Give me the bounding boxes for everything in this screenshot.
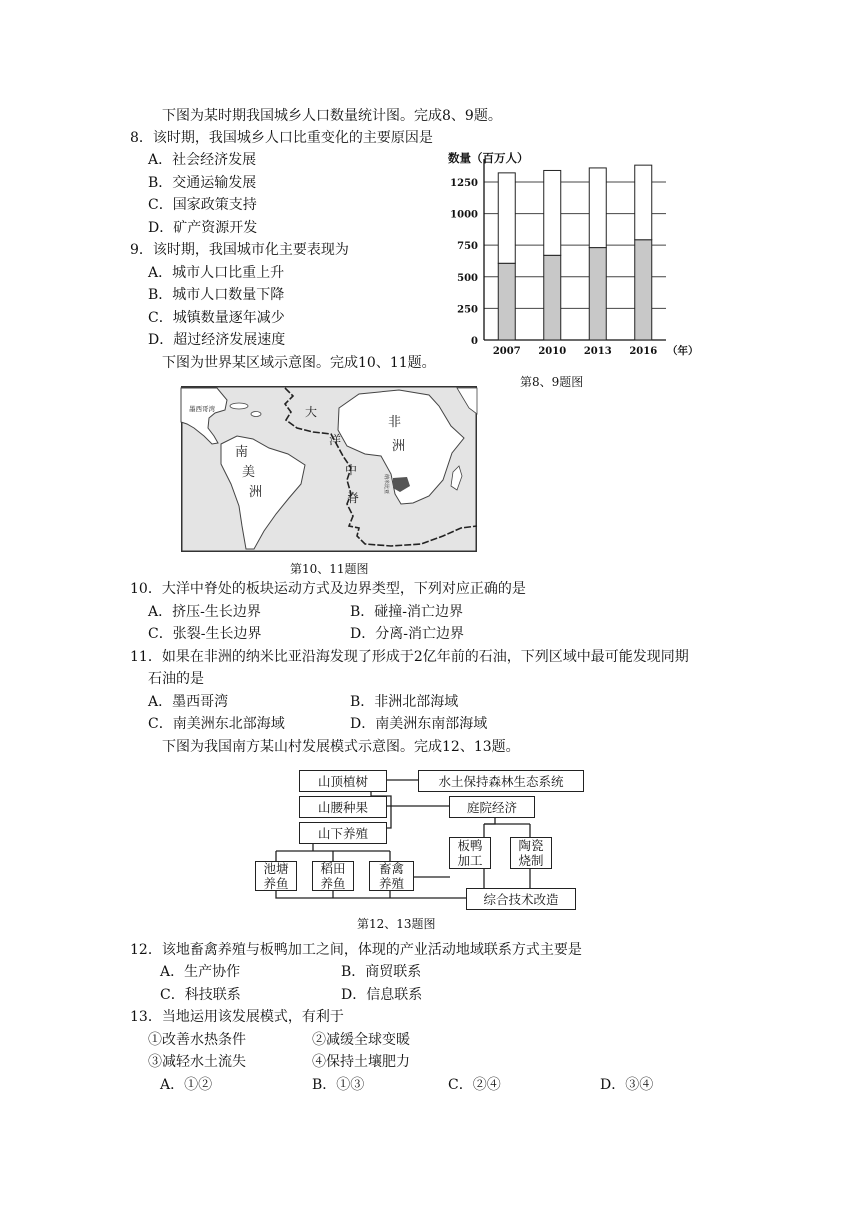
map-label-south-america-2: 美 xyxy=(242,465,256,480)
box-paddy-fish-line-2: 养鱼 xyxy=(320,876,346,891)
box-forest-ecosystem xyxy=(418,770,584,792)
box-ceramic-firing-line-1: 陶瓷 xyxy=(518,838,544,853)
bar-2013-series-0 xyxy=(589,248,606,340)
box-summit-planting-label: 山顶植树 xyxy=(317,773,368,789)
box-pond-fish-line-2: 养鱼 xyxy=(263,876,289,891)
question-10-option-d[interactable]: D．分离-消亡边界 xyxy=(350,626,464,642)
question-10-stem: 10．大洋中脊处的板块运动方式及边界类型，下列对应正确的是 xyxy=(130,581,526,597)
box-tech-upgrade-label: 综合技术改造 xyxy=(483,891,559,907)
y-tick-label-750: 750 xyxy=(457,241,478,253)
box-pond-fish xyxy=(255,861,297,891)
question-12-option-b[interactable]: B．商贸联系 xyxy=(341,964,422,980)
x-tick-label-2016: 2016 xyxy=(629,346,658,357)
bar-2010-series-1 xyxy=(544,170,561,255)
question-12-option-c[interactable]: C．科技联系 xyxy=(160,987,241,1003)
map-label-south-america-1: 南 xyxy=(235,445,249,460)
box-courtyard-economy-label: 庭院经济 xyxy=(466,799,517,815)
question-11-option-c[interactable]: C．南美洲东北部海域 xyxy=(148,716,285,732)
world-region-map xyxy=(181,386,477,552)
box-duck-processing-line-1: 板鸭 xyxy=(457,838,483,853)
question-13-item-1: ①改善水热条件 xyxy=(148,1032,246,1048)
question-12-option-d[interactable]: D．信息联系 xyxy=(341,987,423,1003)
box-ceramic-firing-line-2: 烧制 xyxy=(518,853,544,868)
y-tick-label-500: 500 xyxy=(457,272,478,284)
question-11-option-d[interactable]: D．南美洲东南部海域 xyxy=(350,716,488,732)
question-10-option-a[interactable]: A．挤压-生长边界 xyxy=(148,604,261,620)
y-axis-label: 数量（百万人） xyxy=(448,151,529,165)
question-9-option-c[interactable]: C．城镇数量逐年减少 xyxy=(148,310,285,326)
question-11-option-a[interactable]: A．墨西哥湾 xyxy=(148,694,229,710)
map-label-gulf: 墨西哥湾 xyxy=(189,405,215,413)
map-label-ridge-3: 中 xyxy=(345,463,358,477)
figure-caption-8-9: 第8、9题图 xyxy=(520,375,584,389)
y-tick-label-250: 250 xyxy=(457,304,478,316)
figure-caption-12-13: 第12、13题图 xyxy=(357,917,436,931)
question-13-item-4: ④保持土壤肥力 xyxy=(312,1054,410,1070)
question-13-option-d[interactable]: D．③④ xyxy=(600,1077,654,1093)
box-poultry-breeding-line-2: 养殖 xyxy=(378,876,404,891)
question-11-stem-line-1: 11．如果在非洲的纳米比亚沿海发现了形成于2亿年前的石油，下列区域中最可能发现同期 xyxy=(130,649,689,665)
box-courtyard-economy xyxy=(449,796,535,818)
box-poultry-breeding xyxy=(369,861,414,891)
intro-q10-11: 下图为世界某区域示意图。完成10、11题。 xyxy=(162,355,436,371)
map-label-ridge-2: 洋 xyxy=(329,433,342,447)
question-13-item-3: ③减轻水土流失 xyxy=(148,1054,246,1070)
box-foot-breeding xyxy=(299,822,387,844)
map-label-namibia: 纳米比亚 xyxy=(383,474,389,495)
bar-2010-series-0 xyxy=(544,255,561,340)
x-tick-label-2007: 2007 xyxy=(492,346,521,357)
bar-2007-series-1 xyxy=(498,173,515,263)
question-13-option-b[interactable]: B．①③ xyxy=(312,1077,365,1093)
question-10-option-c[interactable]: C．张裂-生长边界 xyxy=(148,626,262,642)
y-tick-label-1000: 1000 xyxy=(450,209,478,221)
question-9-option-d[interactable]: D．超过经济发展速度 xyxy=(148,332,286,348)
box-summit-planting xyxy=(299,770,387,792)
box-poultry-breeding-line-1: 畜禽 xyxy=(378,861,404,876)
map-label-ridge-4: 脊 xyxy=(347,491,360,505)
question-13-stem: 13．当地运用该发展模式，有利于 xyxy=(130,1009,344,1025)
bar-2013-series-1 xyxy=(589,168,606,248)
box-ceramic-firing xyxy=(510,837,552,869)
box-pond-fish-line-1: 池塘 xyxy=(263,861,289,876)
y-tick-label-0: 0 xyxy=(471,336,478,347)
question-10-option-b[interactable]: B．碰撞-消亡边界 xyxy=(350,604,464,620)
map-label-south-america-3: 洲 xyxy=(249,485,263,500)
map-label-africa-2: 洲 xyxy=(392,439,406,454)
question-9-option-a[interactable]: A．城市人口比重上升 xyxy=(148,265,285,281)
question-8-option-c[interactable]: C．国家政策支持 xyxy=(148,197,257,213)
bar-2016-series-0 xyxy=(635,240,652,340)
figure-caption-10-11: 第10、11题图 xyxy=(290,562,369,576)
question-13-option-a[interactable]: A．①② xyxy=(160,1077,213,1093)
intro-q8-9: 下图为某时期我国城乡人口数量统计图。完成8、9题。 xyxy=(162,108,502,124)
bar-2007-series-0 xyxy=(498,263,515,340)
population-bar-chart xyxy=(440,150,699,365)
box-slope-orchard-label: 山腰种果 xyxy=(317,799,368,815)
question-13-item-2: ②减缓全球变暖 xyxy=(312,1032,410,1048)
box-foot-breeding-label: 山下养殖 xyxy=(317,825,368,841)
question-8-option-d[interactable]: D．矿产资源开发 xyxy=(148,220,258,236)
question-8-option-a[interactable]: A．社会经济发展 xyxy=(148,152,257,168)
question-12-option-a[interactable]: A．生产协作 xyxy=(160,964,241,980)
box-forest-ecosystem-label: 水土保持森林生态系统 xyxy=(438,773,564,789)
x-tick-label-2013: 2013 xyxy=(583,346,612,357)
question-8-stem: 8．该时期，我国城乡人口比重变化的主要原因是 xyxy=(130,130,433,146)
box-paddy-fish xyxy=(312,861,354,891)
bar-2016-series-1 xyxy=(635,165,652,240)
question-9-option-b[interactable]: B．城市人口数量下降 xyxy=(148,287,285,303)
question-13-option-c[interactable]: C．②④ xyxy=(448,1077,501,1093)
box-duck-processing xyxy=(449,837,491,869)
question-8-option-b[interactable]: B．交通运输发展 xyxy=(148,175,257,191)
box-tech-upgrade xyxy=(466,888,576,910)
intro-q12-13: 下图为我国南方某山村发展模式示意图。完成12、13题。 xyxy=(162,739,520,755)
x-axis-unit: （年） xyxy=(667,345,699,357)
map-label-ridge-1: 大 xyxy=(305,405,318,419)
box-paddy-fish-line-1: 稻田 xyxy=(320,861,346,876)
box-duck-processing-line-2: 加工 xyxy=(457,853,483,868)
x-tick-label-2010: 2010 xyxy=(538,346,567,357)
y-tick-label-1250: 1250 xyxy=(450,177,478,189)
question-11-option-b[interactable]: B．非洲北部海域 xyxy=(350,694,459,710)
box-slope-orchard xyxy=(299,796,387,818)
question-11-stem-line-2: 石油的是 xyxy=(148,671,204,687)
question-12-stem: 12．该地畜禽养殖与板鸭加工之间，体现的产业活动地域联系方式主要是 xyxy=(130,942,582,958)
map-label-africa-1: 非 xyxy=(388,415,402,430)
question-9-stem: 9．该时期，我国城市化主要表现为 xyxy=(130,242,349,258)
